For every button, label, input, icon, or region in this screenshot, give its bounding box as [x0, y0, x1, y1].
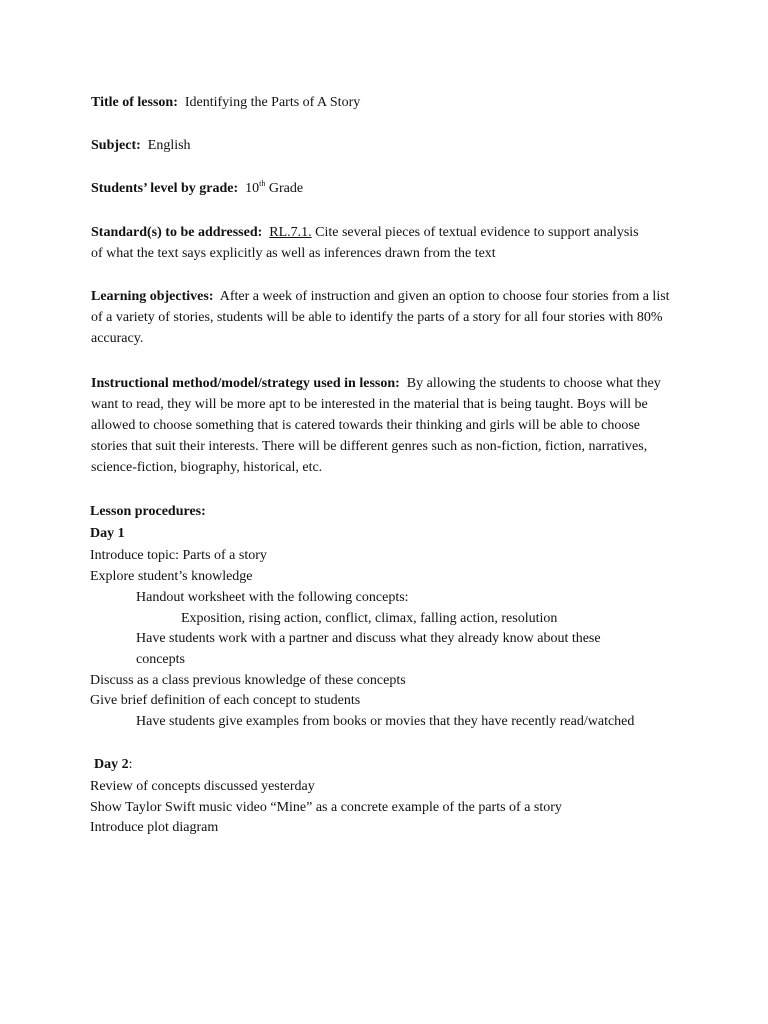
objectives-text: After a week of instruction and given an option to choose four stories from a list of a variety of stories, students will be able to identify the parts of a story for all four stories with 80% accuracy.: [91, 289, 670, 346]
method-field: [91, 373, 677, 478]
lesson-title-value: Identifying the Parts of A Story: [184, 95, 361, 110]
day1-step: Give brief definition of each concept to students: [90, 693, 361, 708]
day1-step: Discuss as a class previous knowledge of these concepts: [90, 673, 406, 688]
day1-heading: Day 1: [90, 526, 125, 541]
subject-value: English: [147, 138, 191, 153]
day1-step: Handout worksheet with the following concepts:: [136, 590, 409, 605]
grade-level-label: Students’ level by grade:: [91, 181, 239, 196]
lesson-title-field: [91, 92, 691, 113]
objectives-label: Learning objectives:: [91, 289, 214, 304]
day1-step: Have students give examples from books or movies that they have recently read/watched: [136, 714, 635, 729]
day1-step: Explore student’s knowledge: [90, 569, 253, 584]
subject-label: Subject:: [91, 138, 141, 153]
objectives-field: [91, 286, 673, 349]
standards-label: Standard(s) to be addressed:: [91, 225, 263, 240]
procedures-heading: Lesson procedures:: [90, 504, 206, 519]
subject-field: [91, 135, 691, 156]
grade-level-suffix: Grade: [268, 181, 304, 196]
day2-colon: :: [128, 757, 133, 772]
lesson-title-label: Title of lesson:: [91, 95, 178, 110]
day2-step: Show Taylor Swift music video “Mine” as a concrete example of the parts of a story: [90, 800, 562, 815]
day2-heading-line: [94, 754, 133, 775]
day1-step: Have students work with a partner and discuss what they already know about these: [136, 631, 601, 646]
method-text: By allowing the students to choose what they want to read, they will be more apt to be interested in the material that is being taught. Boys will be allowed to choose something that is catered towards their thinking and girls will be able to choose stories that suit their interests. There will be different genres such as non-fiction, fiction, narratives, science-fiction, biography, historical, etc.: [91, 376, 661, 475]
method-label: Instructional method/model/strategy used in lesson:: [91, 376, 400, 391]
day1-step: Introduce topic: Parts of a story: [90, 548, 267, 563]
standard-text: Cite several pieces of textual evidence to support analysis of what the text says explicitly as well as inferences drawn from the text: [91, 225, 639, 261]
standard-code: RL.7.1.: [269, 225, 312, 240]
grade-level-ordinal: th: [259, 179, 266, 188]
day1-step: concepts: [136, 652, 185, 667]
day2-step: Introduce plot diagram: [90, 820, 219, 835]
grade-level-number: 10: [245, 181, 260, 196]
standards-field: [91, 222, 651, 264]
day2-heading: Day 2: [94, 757, 129, 772]
day2-step: Review of concepts discussed yesterday: [90, 779, 315, 794]
grade-level-field: [91, 178, 691, 199]
day1-step: Exposition, rising action, conflict, climax, falling action, resolution: [181, 611, 558, 626]
